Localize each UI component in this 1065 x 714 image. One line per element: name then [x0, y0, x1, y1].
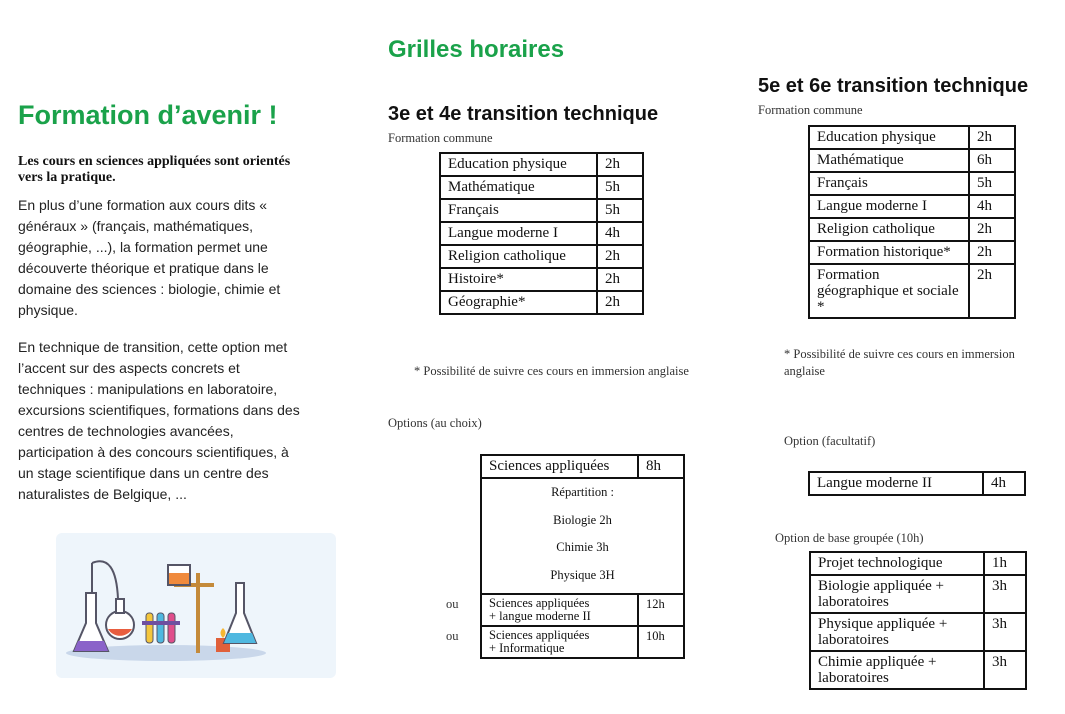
hours-cell: 2h [969, 241, 1015, 264]
repartition-chimie: Chimie 3h [556, 540, 609, 554]
course-cell: Histoire* [440, 268, 597, 291]
section-title-5e6e: 5e et 6e transition technique [758, 75, 1029, 97]
table-row [809, 126, 1015, 149]
hours-cell: 1h [984, 552, 1026, 575]
hours-cell: 6h [969, 149, 1015, 172]
course-cell: Projet technologique [810, 552, 984, 575]
course-cell: Mathématique [809, 149, 969, 172]
table-row [481, 478, 684, 594]
course-cell: Education physique [809, 126, 969, 149]
hours-cell: 2h [597, 268, 643, 291]
course-cell: Physique appliquée + laboratoires [810, 613, 984, 651]
hours-cell: 5h [597, 176, 643, 199]
table-row [810, 575, 1026, 613]
groupe-label: Option de base groupée (10h) [775, 531, 924, 545]
subtitle-formation-commune: Formation commune [388, 131, 493, 145]
table-row [809, 218, 1015, 241]
alt1-hours: 12h [638, 594, 684, 626]
ou-label-2: ou [446, 629, 459, 643]
options-label: Options (au choix) [388, 416, 482, 430]
alt2-hours: 10h [638, 626, 684, 658]
table-row [809, 472, 1025, 495]
table-row [440, 199, 643, 222]
course-cell: Langue moderne I [809, 195, 969, 218]
table-row [440, 153, 643, 176]
course-cell: Formation géographique et sociale * [809, 264, 969, 318]
course-cell: Français [440, 199, 597, 222]
option-facultatif-label: Option (facultatif) [784, 434, 876, 448]
repartition-cell [481, 478, 684, 594]
section-title-3e4e: 3e et 4e transition technique [388, 103, 659, 125]
table-row [440, 222, 643, 245]
hours-cell: 2h [597, 245, 643, 268]
course-cell: Mathématique [440, 176, 597, 199]
course-cell: Biologie appliquée + laboratoires [810, 575, 984, 613]
table-5e6e-formation [808, 125, 1016, 319]
table-row [809, 241, 1015, 264]
course-cell: Chimie appliquée + laboratoires [810, 651, 984, 689]
course-cell: Géographie* [440, 291, 597, 314]
hours-cell: 5h [597, 199, 643, 222]
table-row [809, 149, 1015, 172]
subtitle-formation-commune-5e: Formation commune [758, 103, 863, 117]
page-title: Grilles horaires [388, 36, 565, 63]
course-cell: Religion catholique [809, 218, 969, 241]
alt1-course: Sciences appliquées + langue moderne II [481, 594, 638, 626]
hours-cell: 2h [969, 218, 1015, 241]
hours-cell: 3h [984, 613, 1026, 651]
table-row [481, 594, 684, 626]
repartition-biologie: Biologie 2h [553, 512, 612, 527]
table-row [440, 268, 643, 291]
hours-cell: 5h [969, 172, 1015, 195]
table-row [809, 172, 1015, 195]
hours-cell: 4h [597, 222, 643, 245]
hours-cell: 4h [969, 195, 1015, 218]
immersion-note-5e: * Possibilité de suivre ces cours en immersion anglaise [784, 347, 1015, 378]
hours-cell: 3h [984, 575, 1026, 613]
option-fac-course: Langue moderne II [809, 472, 983, 495]
hours-cell: 2h [597, 291, 643, 314]
table-row [809, 195, 1015, 218]
repartition-label: Répartition : [551, 485, 614, 499]
table-options [480, 454, 685, 659]
table-option-facultatif [808, 471, 1026, 496]
table-row [481, 455, 684, 478]
paragraph-1: En plus d’une formation aux cours dits « généraux » (français, mathématiques, géographie, ...), la formation permet une découverte théorique et pratique dans le domaine des sciences : biologie, chimie et physique. [18, 197, 281, 318]
table-row [440, 245, 643, 268]
table-row [810, 613, 1026, 651]
table-row [810, 651, 1026, 689]
lead-text: Les cours en sciences appliquées sont orientés vers la pratique. [18, 154, 291, 185]
hours-cell: 2h [969, 264, 1015, 318]
left-title: Formation d’avenir ! [18, 100, 278, 130]
option-hours: 8h [638, 455, 684, 478]
ou-label-1: ou [446, 597, 459, 611]
course-cell: Education physique [440, 153, 597, 176]
table-row [440, 291, 643, 314]
hours-cell: 2h [969, 126, 1015, 149]
laboratory-illustration-icon [56, 533, 336, 678]
course-cell: Langue moderne I [440, 222, 597, 245]
table-option-groupee [809, 551, 1027, 690]
table-row [810, 552, 1026, 575]
immersion-note: * Possibilité de suivre ces cours en immersion anglaise [414, 364, 689, 378]
option-course: Sciences appliquées [481, 455, 638, 478]
hours-cell: 3h [984, 651, 1026, 689]
table-row [440, 176, 643, 199]
alt2-course: Sciences appliquées + Informatique [481, 626, 638, 658]
table-row [481, 626, 684, 658]
hours-cell: 2h [597, 153, 643, 176]
repartition-physique: Physique 3H [550, 567, 615, 582]
course-cell: Français [809, 172, 969, 195]
course-cell: Formation historique* [809, 241, 969, 264]
course-cell: Religion catholique [440, 245, 597, 268]
table-row [809, 264, 1015, 318]
table-3e4e-formation [439, 152, 644, 315]
option-fac-hours: 4h [983, 472, 1025, 495]
paragraph-2: En technique de transition, cette option met l’accent sur des aspects concrets et techniques : manipulations en laboratoire, excursions scientifiques, formations dans des centres de technologies avancées, participation à des concours scientifiques, à un stage scientifique dans un centre des naturalistes de Belgique, ... [18, 339, 300, 502]
